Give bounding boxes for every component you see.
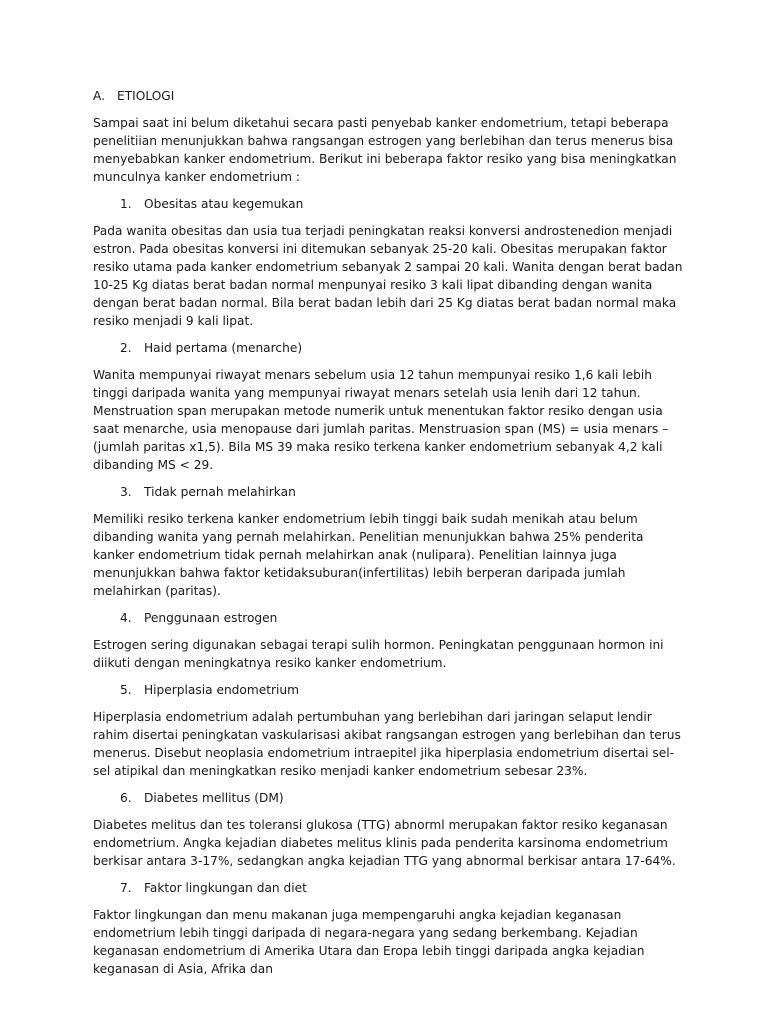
list-item-label: Obesitas atau kegemukan [144, 197, 304, 211]
list-item-title [93, 483, 683, 501]
section-letter: A. [93, 89, 105, 103]
list-item-paragraph: Memiliki resiko terkena kanker endometrium lebih tinggi baik sudah menikah atau belum dibanding wanita yang pernah melahirkan. Penelitian menunjukkan bahwa 25% penderita kanker endometrium tidak pernah melahirkan anak (nulipara). Penelitian lainnya juga menunjukkan bahwa faktor ketidaksuburan(infertilitas) lebih berperan daripada jumlah melahirkan (paritas). [93, 512, 644, 598]
list-item-title [93, 609, 683, 627]
list-item-number: 2. [120, 341, 132, 355]
list-item-label: Diabetes mellitus (DM) [144, 791, 284, 805]
list-item-number: 3. [120, 485, 132, 499]
list-item-label: Haid pertama (menarche) [144, 341, 303, 355]
list-item-label: Faktor lingkungan dan diet [144, 881, 307, 895]
list-item-number: 6. [120, 791, 132, 805]
list-item-label: Hiperplasia endometrium [144, 683, 300, 697]
section-heading [93, 87, 683, 105]
list-item-title [93, 789, 683, 807]
list-item-title [93, 681, 683, 699]
list-item-number: 7. [120, 881, 132, 895]
list-item-number: 4. [120, 611, 132, 625]
list-item-paragraph: Estrogen sering digunakan sebagai terapi sulih hormon. Peningkatan penggunaan hormon ini diikuti dengan meningkatnya resiko kanker endometrium. [93, 638, 664, 670]
list-item-number: 1. [120, 197, 132, 211]
list-item-paragraph: Wanita mempunyai riwayat menars sebelum usia 12 tahun mempunyai resiko 1,6 kali lebih tinggi daripada wanita yang mempunyai riwayat menars setelah usia lenih dari 12 tahun. Menstruation span merupakan metode numerik untuk menentukan faktor resiko dengan usia saat menarche, usia menopause dari jumlah paritas. Menstruasion span (MS) = usia menars – (jumlah paritas x1,5). Bila MS 39 maka resiko terkena kanker endometrium sebanyak 4,2 kali dibanding MS < 29. [93, 368, 669, 472]
section-title: ETIOLOGI [117, 89, 175, 103]
list-item-paragraph: Hiperplasia endometrium adalah pertumbuhan yang berlebihan dari jaringan selaput lendir rahim disertai peningkatan vaskularisasi akibat rangsangan estrogen yang berlebihan dan terus menerus. Disebut neoplasia endometrium intraepitel jika hiperplasia endometrium disertai sel-sel atipikal dan meningkatkan resiko menjadi kanker endometrium sebesar 23%. [93, 710, 681, 778]
list-item-label: Penggunaan estrogen [144, 611, 278, 625]
list-item-paragraph: Diabetes melitus dan tes toleransi glukosa (TTG) abnorml merupakan faktor resiko keganasan endometrium. Angka kejadian diabetes melitus klinis pada penderita karsinoma endometrium berkisar antara 3-17%, sedangkan angka kejadian TTG yang abnormal berkisar antara 17-64%. [93, 818, 676, 868]
list-item-title [93, 195, 683, 213]
intro-paragraph: Sampai saat ini belum diketahui secara pasti penyebab kanker endometrium, tetapi beberapa penelitiian menunjukkan bahwa rangsangan estrogen yang berlebihan dan terus menerus bisa menyebabkan kanker endometrium. Berikut ini beberapa faktor resiko yang bisa meningkatkan munculnya kanker endometrium : [93, 116, 677, 184]
list-item-paragraph: Pada wanita obesitas dan usia tua terjadi peningkatan reaksi konversi androstenedion menjadi estron. Pada obesitas konversi ini ditemukan sebanyak 25-20 kali. Obesitas merupakan faktor resiko utama pada kanker endometrium sebanyak 2 sampai 20 kali. Wanita dengan berat badan 10-25 Kg diatas berat badan normal menpunyai resiko 3 kali lipat dibanding dengan wanita dengan berat badan normal. Bila berat badan lebih dari 25 Kg diatas berat badan normal maka resiko menjadi 9 kali lipat. [93, 224, 683, 328]
list-item-title [93, 879, 683, 897]
list-item-title [93, 339, 683, 357]
list-item-label: Tidak pernah melahirkan [144, 485, 296, 499]
list-item-number: 5. [120, 683, 132, 697]
list-item-paragraph: Faktor lingkungan dan menu makanan juga mempengaruhi angka kejadian keganasan endometrium lebih tinggi daripada di negara-negara yang sedang berkembang. Kejadian keganasan endometrium di Amerika Utara dan Eropa lebih tinggi daripada angka kejadian keganasan di Asia, Afrika dan [93, 908, 645, 976]
document-content [93, 87, 683, 987]
